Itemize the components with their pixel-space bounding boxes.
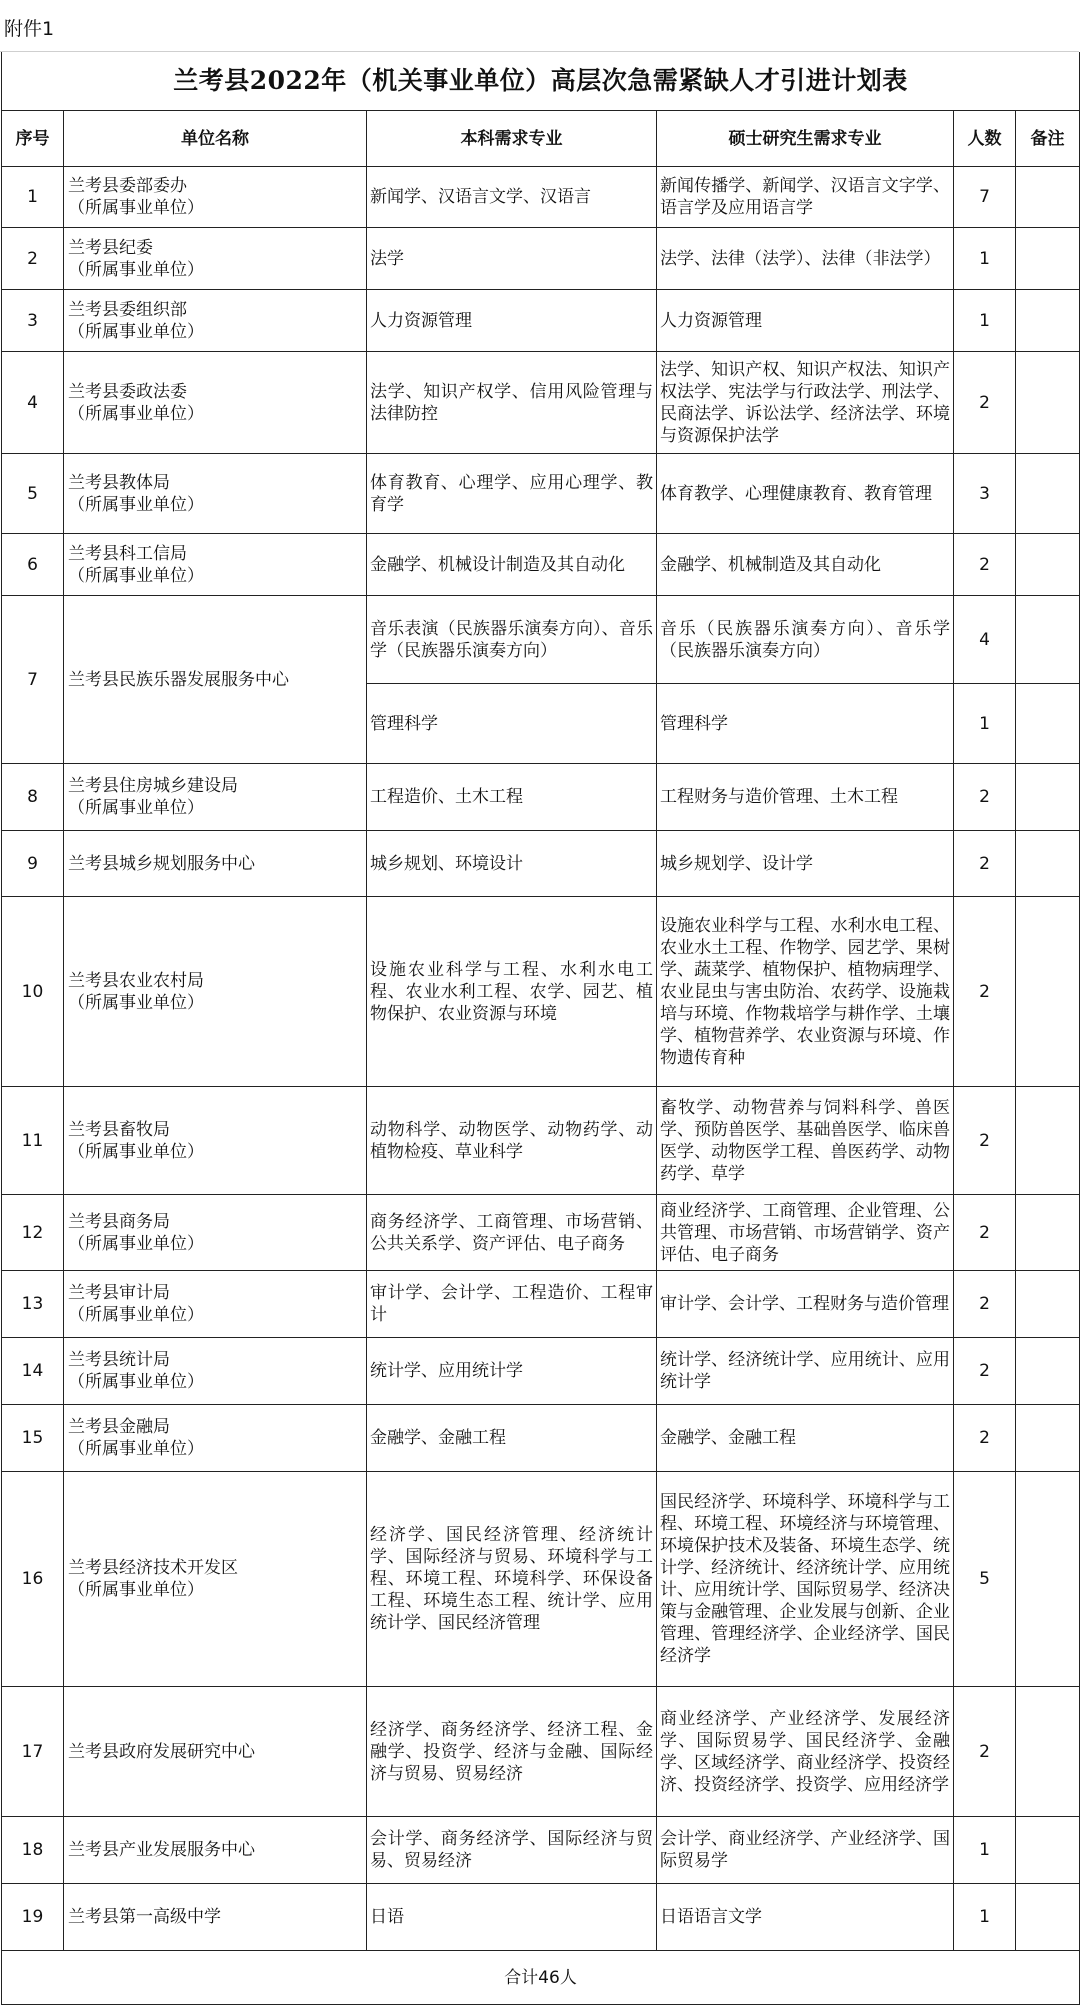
unit-subtitle: （所属事业单位） [68,321,204,342]
unit-name: 兰考县民族乐器发展服务中心 [68,669,289,690]
table-row [2,228,1080,290]
headcount: 2 [954,1271,1016,1338]
header-unit: 单位名称 [64,111,367,167]
note-cell [1016,764,1080,831]
bachelor-majors: 工程造价、土木工程 [367,764,657,831]
bachelor-majors: 新闻学、汉语言文学、汉语言 [367,167,657,228]
recruitment-plan-table [1,52,1080,2005]
master-majors: 体育教学、心理健康教育、教育管理 [657,454,954,534]
table-row [2,1472,1080,1687]
headcount: 2 [954,1087,1016,1195]
note-cell [1016,454,1080,534]
row-index: 17 [2,1687,64,1817]
note-cell [1016,1884,1080,1951]
unit-name: 兰考县科工信局 [68,543,187,564]
unit-name-cell [64,1087,367,1195]
master-majors: 法学、知识产权、知识产权法、知识产权法学、宪法学与行政法学、刑法学、民商法学、诉讼法学、经济法学、环境与资源保护法学 [657,352,954,454]
row-index: 3 [2,290,64,352]
total-row [2,1951,1080,2005]
master-majors: 审计学、会计学、工程财务与造价管理 [657,1271,954,1338]
header-bachelor: 本科需求专业 [367,111,657,167]
unit-name-cell [64,534,367,596]
master-majors: 商业经济学、工商管理、企业管理、公共管理、市场营销、市场营销学、资产评估、电子商务 [657,1195,954,1271]
row-index: 6 [2,534,64,596]
table-row [2,897,1080,1087]
table-row [2,1817,1080,1884]
header-index: 序号 [2,111,64,167]
note-cell [1016,534,1080,596]
master-majors: 统计学、经济统计学、应用统计、应用统计学 [657,1338,954,1405]
table-row [2,454,1080,534]
table-row [2,534,1080,596]
unit-name: 兰考县审计局 [68,1283,170,1303]
unit-name-cell [64,764,367,831]
unit-name: 兰考县住房城乡建设局 [68,776,238,796]
note-cell [1016,167,1080,228]
headcount: 7 [954,167,1016,228]
table-row [2,1405,1080,1472]
unit-name: 兰考县教体局 [68,472,170,493]
unit-subtitle: （所属事业单位） [68,494,204,515]
unit-name: 兰考县第一高级中学 [68,1907,221,1927]
unit-name-cell [64,1405,367,1472]
unit-name: 兰考县委组织部 [68,299,187,320]
master-majors: 工程财务与造价管理、土木工程 [657,764,954,831]
master-majors: 设施农业科学与工程、水利水电工程、农业水土工程、作物学、园艺学、果树学、蔬菜学、植物保护、植物病理学、农业昆虫与害虫防治、农药学、设施栽培与环境、作物栽培学与耕作学、土壤学、植物营养学、农业资源与环境、作物遗传育种 [657,897,954,1087]
headcount: 1 [954,1884,1016,1951]
row-index: 5 [2,454,64,534]
master-majors: 人力资源管理 [657,290,954,352]
unit-name-cell [64,1884,367,1951]
bachelor-majors: 经济学、商务经济学、经济工程、金融学、投资学、经济与金融、国际经济与贸易、贸易经济 [367,1687,657,1817]
table-row [2,764,1080,831]
table-row [2,1687,1080,1817]
unit-name: 兰考县商务局 [68,1211,170,1232]
note-cell [1016,684,1080,764]
row-index: 9 [2,831,64,897]
attachment-label: 附件1 [4,18,55,40]
header-count: 人数 [954,111,1016,167]
master-majors: 会计学、商业经济学、产业经济学、国际贸易学 [657,1817,954,1884]
note-cell [1016,228,1080,290]
bachelor-majors: 设施农业科学与工程、水利水电工程、农业水利工程、农学、园艺、植物保护、农业资源与环境 [367,897,657,1087]
headcount: 1 [954,684,1016,764]
unit-name-cell [64,596,367,764]
headcount: 3 [954,454,1016,534]
headcount: 2 [954,1687,1016,1817]
unit-subtitle: （所属事业单位） [68,565,204,586]
header-note: 备注 [1016,111,1080,167]
table-row [2,831,1080,897]
unit-subtitle: （所属事业单位） [68,798,204,818]
note-cell [1016,1472,1080,1687]
unit-subtitle: （所属事业单位） [68,992,204,1013]
unit-name-cell [64,897,367,1087]
headcount: 1 [954,290,1016,352]
unit-name: 兰考县经济技术开发区 [68,1558,238,1578]
row-index: 11 [2,1087,64,1195]
headcount: 2 [954,831,1016,897]
note-cell [1016,1405,1080,1472]
master-majors: 管理科学 [657,684,954,764]
headcount: 2 [954,1338,1016,1405]
headcount: 2 [954,897,1016,1087]
unit-name: 兰考县统计局 [68,1350,170,1370]
unit-name-cell [64,1817,367,1884]
bachelor-majors: 法学、知识产权学、信用风险管理与法律防控 [367,352,657,454]
bachelor-majors: 金融学、金融工程 [367,1405,657,1472]
row-index: 16 [2,1472,64,1687]
row-index: 2 [2,228,64,290]
unit-name-cell [64,831,367,897]
table-row [2,1195,1080,1271]
unit-subtitle: （所属事业单位） [68,198,204,218]
row-index: 18 [2,1817,64,1884]
table-title: 兰考县2022年（机关事业单位）高层次急需紧缺人才引进计划表 [2,52,1080,111]
headcount: 5 [954,1472,1016,1687]
attachment-row [0,0,1079,52]
table-row [2,290,1080,352]
note-cell [1016,1271,1080,1338]
unit-name: 兰考县金融局 [68,1417,170,1437]
unit-name-cell [64,1271,367,1338]
unit-name-cell [64,1195,367,1271]
row-index: 8 [2,764,64,831]
table-row [2,1087,1080,1195]
master-majors: 畜牧学、动物营养与饲料科学、兽医学、预防兽医学、基础兽医学、临床兽医学、动物医学工程、兽医药学、动物药学、草学 [657,1087,954,1195]
header-row [2,111,1080,167]
unit-name: 兰考县农业农村局 [68,970,204,991]
unit-name-cell [64,290,367,352]
note-cell [1016,290,1080,352]
note-cell [1016,1195,1080,1271]
note-cell [1016,1087,1080,1195]
unit-name-cell [64,1472,367,1687]
unit-subtitle: （所属事业单位） [68,1233,204,1254]
note-cell [1016,1817,1080,1884]
note-cell [1016,897,1080,1087]
title-row [2,52,1080,111]
note-cell [1016,1687,1080,1817]
unit-name: 兰考县政府发展研究中心 [68,1741,255,1762]
bachelor-majors: 人力资源管理 [367,290,657,352]
table-row [2,1271,1080,1338]
table-row [2,1338,1080,1405]
master-majors: 城乡规划学、设计学 [657,831,954,897]
unit-subtitle: （所属事业单位） [68,1580,204,1600]
row-index: 13 [2,1271,64,1338]
master-majors: 日语语言文学 [657,1884,954,1951]
headcount: 2 [954,764,1016,831]
row-index: 1 [2,167,64,228]
unit-name: 兰考县畜牧局 [68,1119,170,1140]
row-index: 14 [2,1338,64,1405]
headcount: 1 [954,1817,1016,1884]
bachelor-majors: 统计学、应用统计学 [367,1338,657,1405]
headcount: 2 [954,352,1016,454]
unit-subtitle: （所属事业单位） [68,403,204,424]
bachelor-majors: 经济学、国民经济管理、经济统计学、国际经济与贸易、环境科学与工程、环境工程、环境科学、环保设备工程、环境生态工程、统计学、应用统计学、国民经济管理 [367,1472,657,1687]
bachelor-majors: 音乐表演（民族器乐演奏方向）、音乐学（民族器乐演奏方向） [367,596,657,684]
unit-name-cell [64,167,367,228]
master-majors: 法学、法律（法学）、法律（非法学） [657,228,954,290]
unit-name: 兰考县产业发展服务中心 [68,1840,255,1860]
bachelor-majors: 动物科学、动物医学、动物药学、动植物检疫、草业科学 [367,1087,657,1195]
master-majors: 金融学、机械制造及其自动化 [657,534,954,596]
bachelor-majors: 日语 [367,1884,657,1951]
master-majors: 新闻传播学、新闻学、汉语言文字学、语言学及应用语言学 [657,167,954,228]
bachelor-majors: 法学 [367,228,657,290]
bachelor-majors: 体育教育、心理学、应用心理学、教育学 [367,454,657,534]
note-cell [1016,352,1080,454]
headcount: 1 [954,228,1016,290]
master-majors: 国民经济学、环境科学、环境科学与工程、环境工程、环境经济与环境管理、环境保护技术及装备、环境生态学、统计学、经济统计、经济统计学、应用统计、应用统计学、国际贸易学、经济决策与金融管理、企业发展与创新、企业管理、管理经济学、企业经济学、国民经济学 [657,1472,954,1687]
table-row [2,352,1080,454]
row-index: 7 [2,596,64,764]
master-majors: 商业经济学、产业经济学、发展经济学、国际贸易学、国民经济学、金融学、区域经济学、商业经济学、投资经济、投资经济学、投资学、应用经济学 [657,1687,954,1817]
unit-name-cell [64,1338,367,1405]
unit-subtitle: （所属事业单位） [68,1305,204,1325]
total-count: 合计46人 [2,1951,1080,2005]
row-index: 4 [2,352,64,454]
row-index: 19 [2,1884,64,1951]
unit-subtitle: （所属事业单位） [68,259,204,280]
headcount: 2 [954,1405,1016,1472]
headcount: 2 [954,534,1016,596]
master-majors: 音乐（民族器乐演奏方向）、音乐学（民族器乐演奏方向） [657,596,954,684]
header-master: 硕士研究生需求专业 [657,111,954,167]
unit-name-cell [64,228,367,290]
unit-name-cell [64,352,367,454]
unit-name: 兰考县纪委 [68,237,153,258]
unit-subtitle: （所属事业单位） [68,1141,204,1162]
unit-name: 兰考县委部委办 [68,176,187,196]
table-row [2,167,1080,228]
unit-name-cell [64,454,367,534]
bachelor-majors: 城乡规划、环境设计 [367,831,657,897]
unit-name: 兰考县委政法委 [68,381,187,402]
master-majors: 金融学、金融工程 [657,1405,954,1472]
note-cell [1016,1338,1080,1405]
table-row [2,596,1080,684]
row-index: 15 [2,1405,64,1472]
unit-name: 兰考县城乡规划服务中心 [68,853,255,874]
headcount: 2 [954,1195,1016,1271]
bachelor-majors: 审计学、会计学、工程造价、工程审计 [367,1271,657,1338]
note-cell [1016,596,1080,684]
unit-name-cell [64,1687,367,1817]
headcount: 4 [954,596,1016,684]
unit-subtitle: （所属事业单位） [68,1372,204,1392]
row-index: 12 [2,1195,64,1271]
bachelor-majors: 会计学、商务经济学、国际经济与贸易、贸易经济 [367,1817,657,1884]
row-index: 10 [2,897,64,1087]
bachelor-majors: 管理科学 [367,684,657,764]
unit-subtitle: （所属事业单位） [68,1439,204,1459]
note-cell [1016,831,1080,897]
table-row [2,1884,1080,1951]
bachelor-majors: 金融学、机械设计制造及其自动化 [367,534,657,596]
bachelor-majors: 商务经济学、工商管理、市场营销、公共关系学、资产评估、电子商务 [367,1195,657,1271]
